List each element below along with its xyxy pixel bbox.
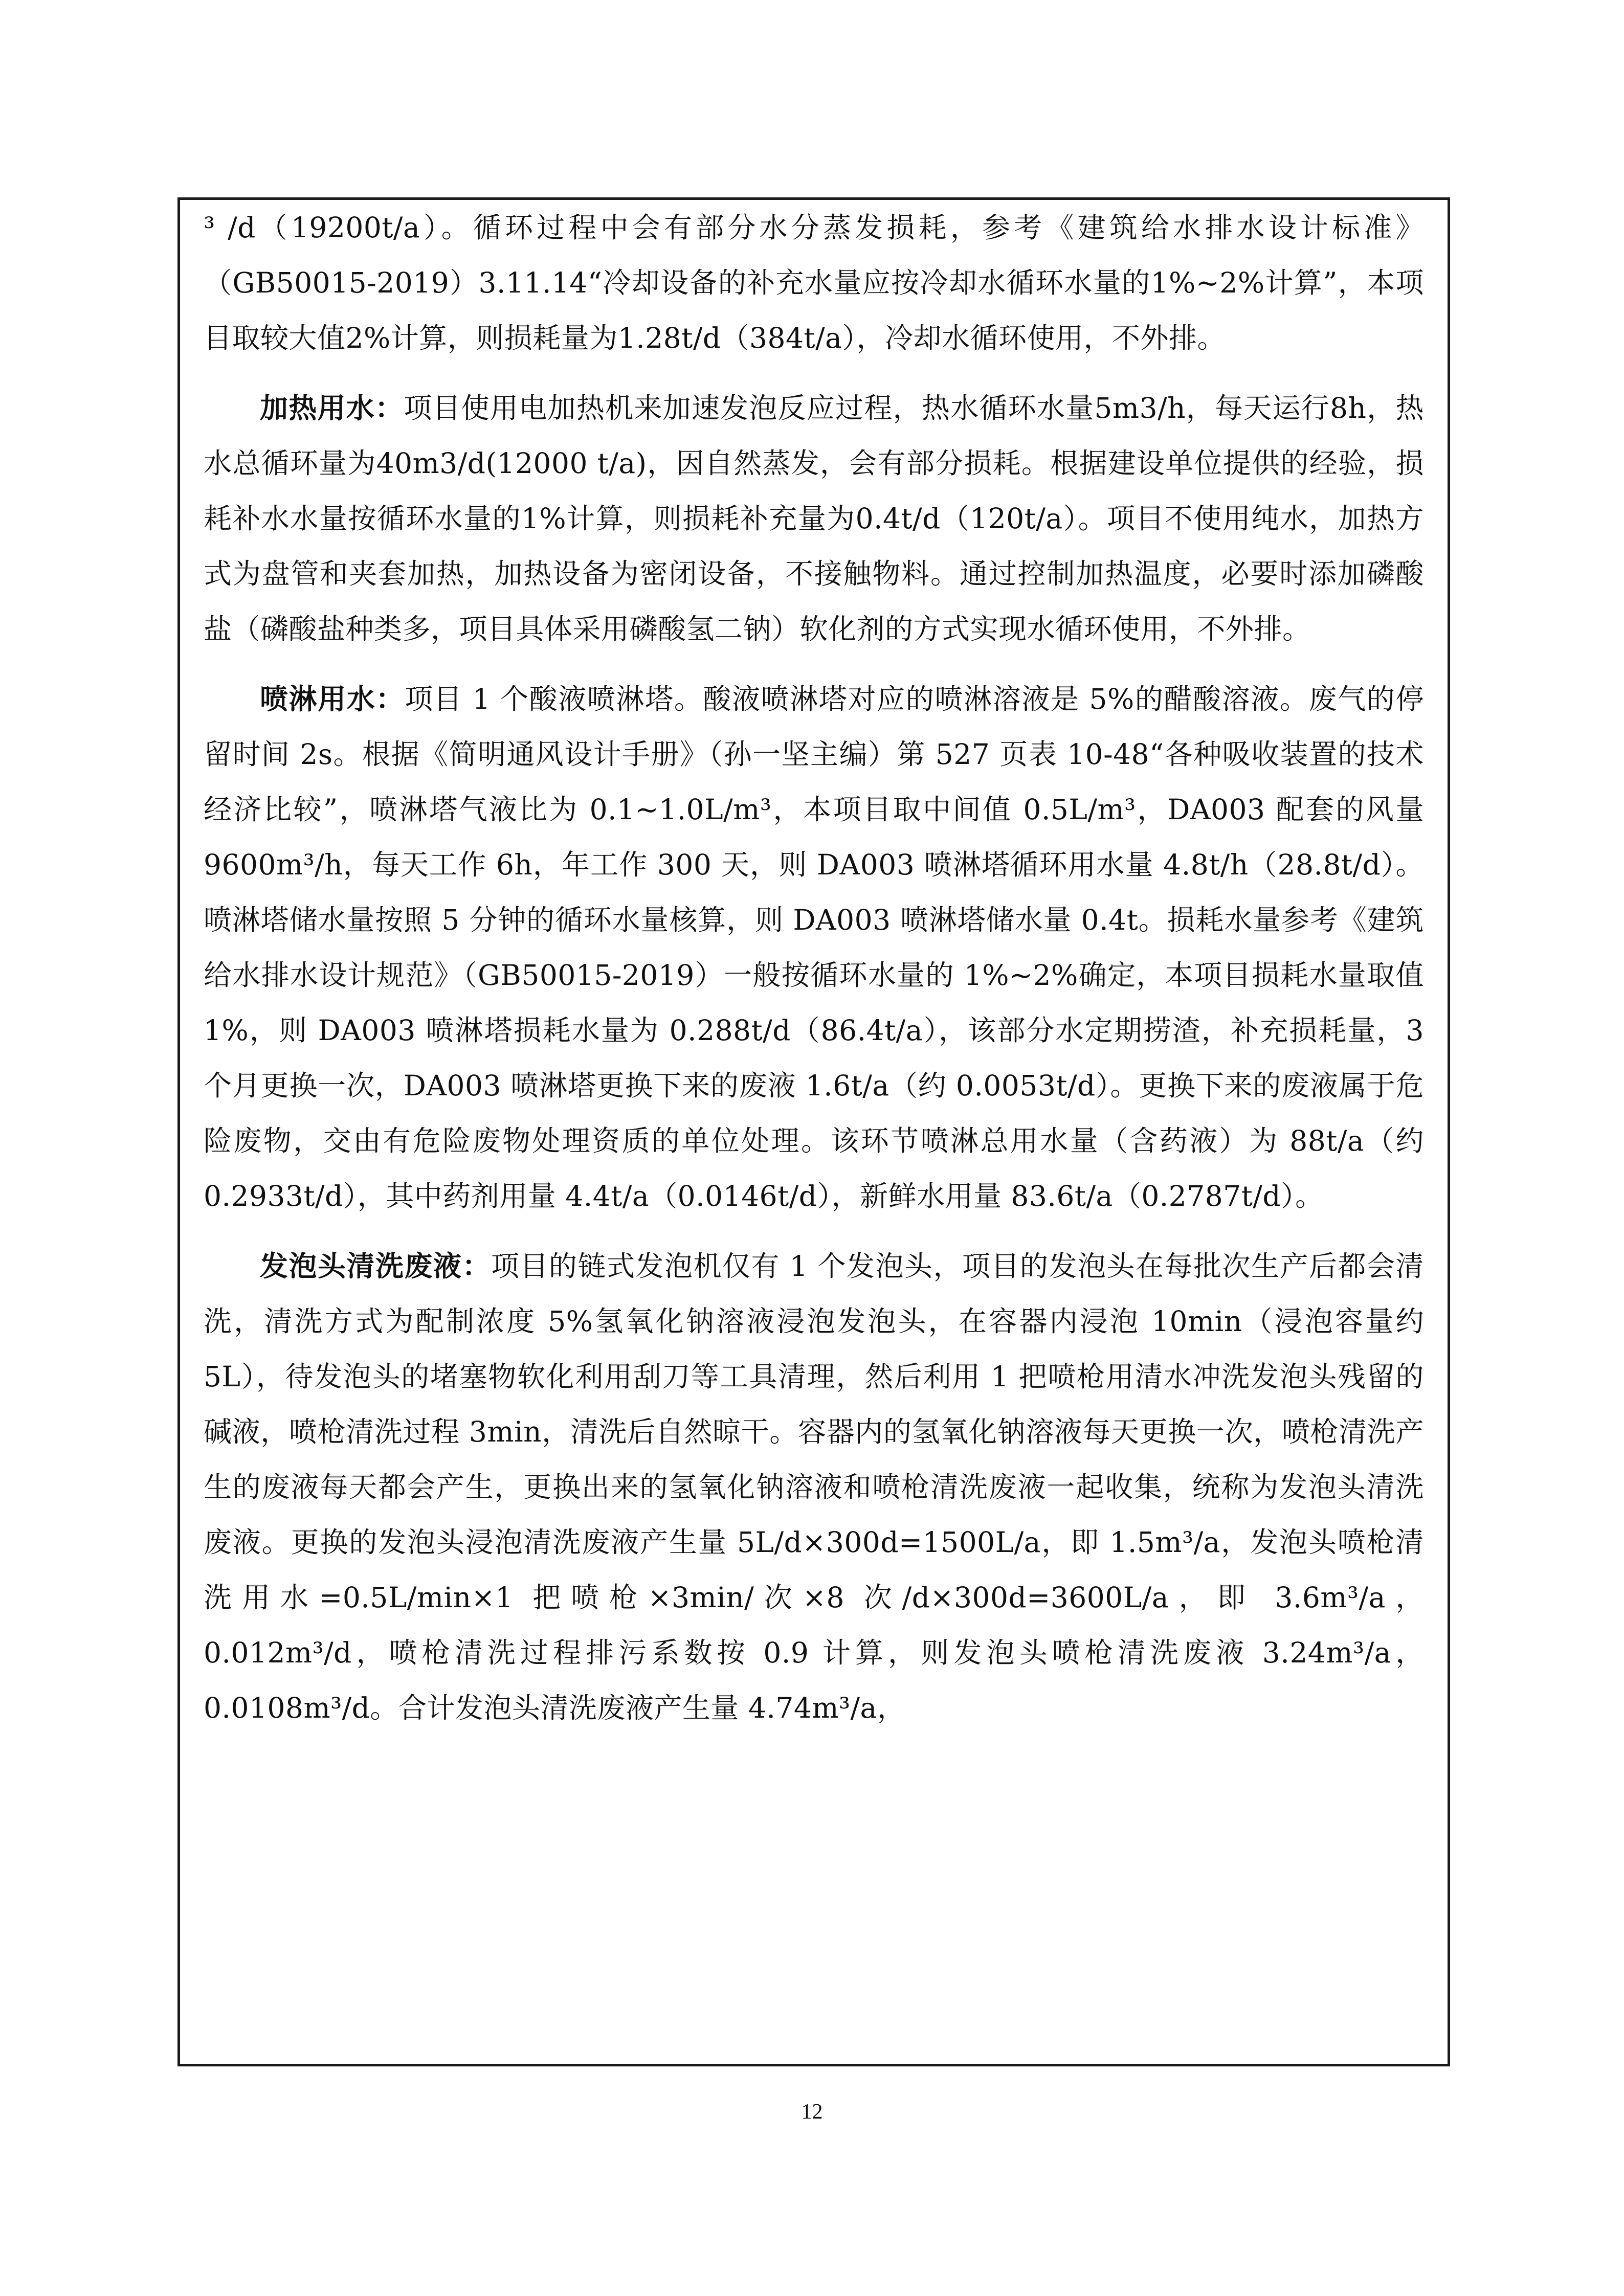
paragraph-heating-water xyxy=(204,380,1424,657)
paragraph-text: 项目的链式发泡机仅有 1 个发泡头，项目的发泡头在每批次生产后都会清洗，清洗方式为配制浓度 5%氢氧化钠溶液浸泡发泡头，在容器内浸泡 10min（浸泡容量约 5L），待发泡头的堵塞物软化利用刮刀等工具清理，然后利用 1 把喷枪用清水冲洗发泡头残留的碱液，喷枪清洗过程 3min，清洗后自然晾干。容器内的氢氧化钠溶液每天更换一次，喷枪清洗产生的废液每天都会产生，更换出来的氢氧化钠溶液和喷枪清洗废液一起收集，统称为发泡头清洗废液。更换的发泡头浸泡清洗废液产生量 5L/d×300d=1500L/a，即 1.5m³/a，发泡头喷枪清洗用水=0.5L/min×1 把喷枪×3min/次×8 次/d×300d=3600L/a，即 3.6m³/a，0.012m³/d，喷枪清洗过程排污系数按 0.9 计算，则发泡头喷枪清洗废液 3.24m³/a，0.0108m³/d。合计发泡头清洗废液产生量 4.74m³/a， xyxy=(204,1250,1424,1724)
paragraph-spray-water xyxy=(204,671,1424,1224)
content-frame xyxy=(177,197,1450,2066)
paragraph-heading: 加热用水： xyxy=(260,392,404,424)
paragraph-heading: 发泡头清洗废液： xyxy=(260,1250,492,1282)
paragraph-text: ³ /d（19200t/a）。循环过程中会有部分水分蒸发损耗，参考《建筑给水排水设计标准》（GB50015-2019）3.11.14“冷却设备的补充水量应按冷却水循环水量的1%~2%计算”，本项目取较大值2%计算，则损耗量为1.28t/d（384t/a），冷却水循环使用，不外排。 xyxy=(204,211,1424,354)
paragraph-text: 项目 1 个酸液喷淋塔。酸液喷淋塔对应的喷淋溶液是 5%的醋酸溶液。废气的停留时间 2s。根据《简明通风设计手册》（孙一坚主编）第 527 页表 10-48“各种吸收装置的技术经济比较”，喷淋塔气液比为 0.1~1.0L/m³，本项目取中间值 0.5L/m³，DA003 配套的风量 9600m³/h，每天工作 6h，年工作 300 天，则 DA003 喷淋塔循环用水量 4.8t/h（28.8t/d）。喷淋塔储水量按照 5 分钟的循环水量核算，则 DA003 喷淋塔储水量 0.4t。损耗水量参考《建筑给水排水设计规范》（GB50015-2019）一般按循环水量的 1%~2%确定，本项目损耗水量取值 1%，则 DA003 喷淋塔损耗水量为 0.288t/d（86.4t/a），该部分水定期捞渣，补充损耗量，3 个月更换一次，DA003 喷淋塔更换下来的废液 1.6t/a（约 0.0053t/d）。更换下来的废液属于危险废物，交由有危险废物处理资质的单位处理。该环节喷淋总用水量（含药液）为 88t/a（约 0.2933t/d），其中药剂用量 4.4t/a（0.0146t/d），新鲜水用量 83.6t/a（0.2787t/d）。 xyxy=(204,683,1424,1212)
paragraph-heading: 喷淋用水： xyxy=(260,683,405,715)
paragraph-cooling-water-continued xyxy=(204,200,1424,366)
paragraph-text: 项目使用电加热机来加速发泡反应过程，热水循环水量5m3/h，每天运行8h，热水总循环量为40m3/d(12000 t/a)，因自然蒸发，会有部分损耗。根据建设单位提供的经验，损耗补水水量按循环水量的1%计算，则损耗补充量为0.4t/d（120t/a）。项目不使用纯水，加热方式为盘管和夹套加热，加热设备为密闭设备，不接触物料。通过控制加热温度，必要时添加磷酸盐（磷酸盐种类多，项目具体采用磷酸氢二钠）软化剂的方式实现水循环使用，不外排。 xyxy=(204,392,1424,645)
page-number: 12 xyxy=(801,2100,823,2124)
paragraph-foam-head-cleaning xyxy=(204,1239,1424,1736)
